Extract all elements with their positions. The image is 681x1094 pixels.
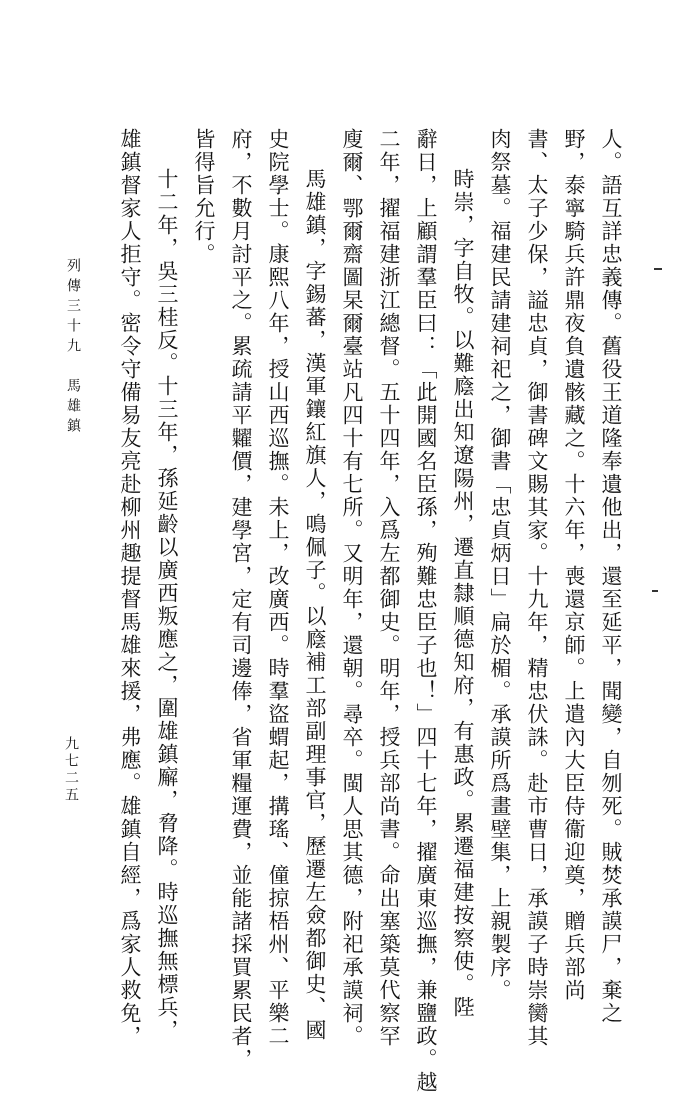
scan-mark <box>654 268 662 270</box>
text-column: 雄鎮督家人拒守。密令守備易友亮赴柳州趣提督馬雄來援，弗應。雄鎮自經，爲家人救免， <box>118 128 142 1048</box>
text-column: 二年，擢福建浙江總督。五十四年，入爲左都御史。明年，授兵部尚書。命出塞築莫代察罕 <box>377 128 401 1048</box>
text-column: 十二年，吳三桂反。十三年，孫延齡以廣西叛應之，圍雄鎮廨，脅降。時巡撫無標兵， <box>155 168 179 1042</box>
text-column: 書、太子少保，謚忠貞，御書碑文賜其家。十九年，精忠伏誅。赴市曹日，承謨子時崇臠其 <box>525 128 549 1048</box>
text-column: 馬雄鎮，字錫蕃，漢軍鑲紅旗人，鳴佩子。以廕補工部副理事官，歷遷左僉都御史、國 <box>303 168 327 1042</box>
text-column: 肉祭墓。福建民請建祠祀之，御書「忠貞炳日」扁於楣。承謨所爲畫壁集，上親製序。 <box>488 128 512 1002</box>
text-column: 辭日，上顧謂羣臣曰：「此開國名臣孫，殉難忠臣子也！」四十七年，擢廣東巡撫，兼鹽政。越 <box>414 128 438 1094</box>
text-column: 野，泰寧騎兵許鼎夜負遺骸藏之。十六年，喪還京師。上遣內大臣侍衞迎奠，贈兵部尚 <box>562 128 586 1002</box>
text-column: 廋爾、鄂爾齋圖杲爾臺站凡四十有七所。又明年，還朝。尋卒。閩人思其德，附祀承謨祠。 <box>340 128 364 1048</box>
scan-mark <box>652 590 658 592</box>
page-number: 九七二五 <box>63 736 79 804</box>
text-column: 時崇，字自牧。以難廕出知遼陽州，遷直隸順德知府，有惠政。累遷福建按察使。陛 <box>451 168 475 1019</box>
running-head: 列傳三十九 馬雄鎮 <box>65 258 81 438</box>
text-column: 府，不數月討平之。累疏請平糶價，建學宮，定有司邊俸，省軍糧運費，並能諸採買累民者， <box>229 128 253 1071</box>
text-column: 史院學士。康熙八年，授山西巡撫。未上，改廣西。時羣盜蝟起，搆瑤、僮掠梧州、平樂二 <box>266 128 290 1048</box>
text-column: 皆得旨允行。 <box>192 128 216 266</box>
text-column: 人。語互詳忠義傳。舊役王道隆奉遺他出，還至延平，聞變，自刎死。賊焚承謨尸，棄之 <box>599 128 623 1025</box>
